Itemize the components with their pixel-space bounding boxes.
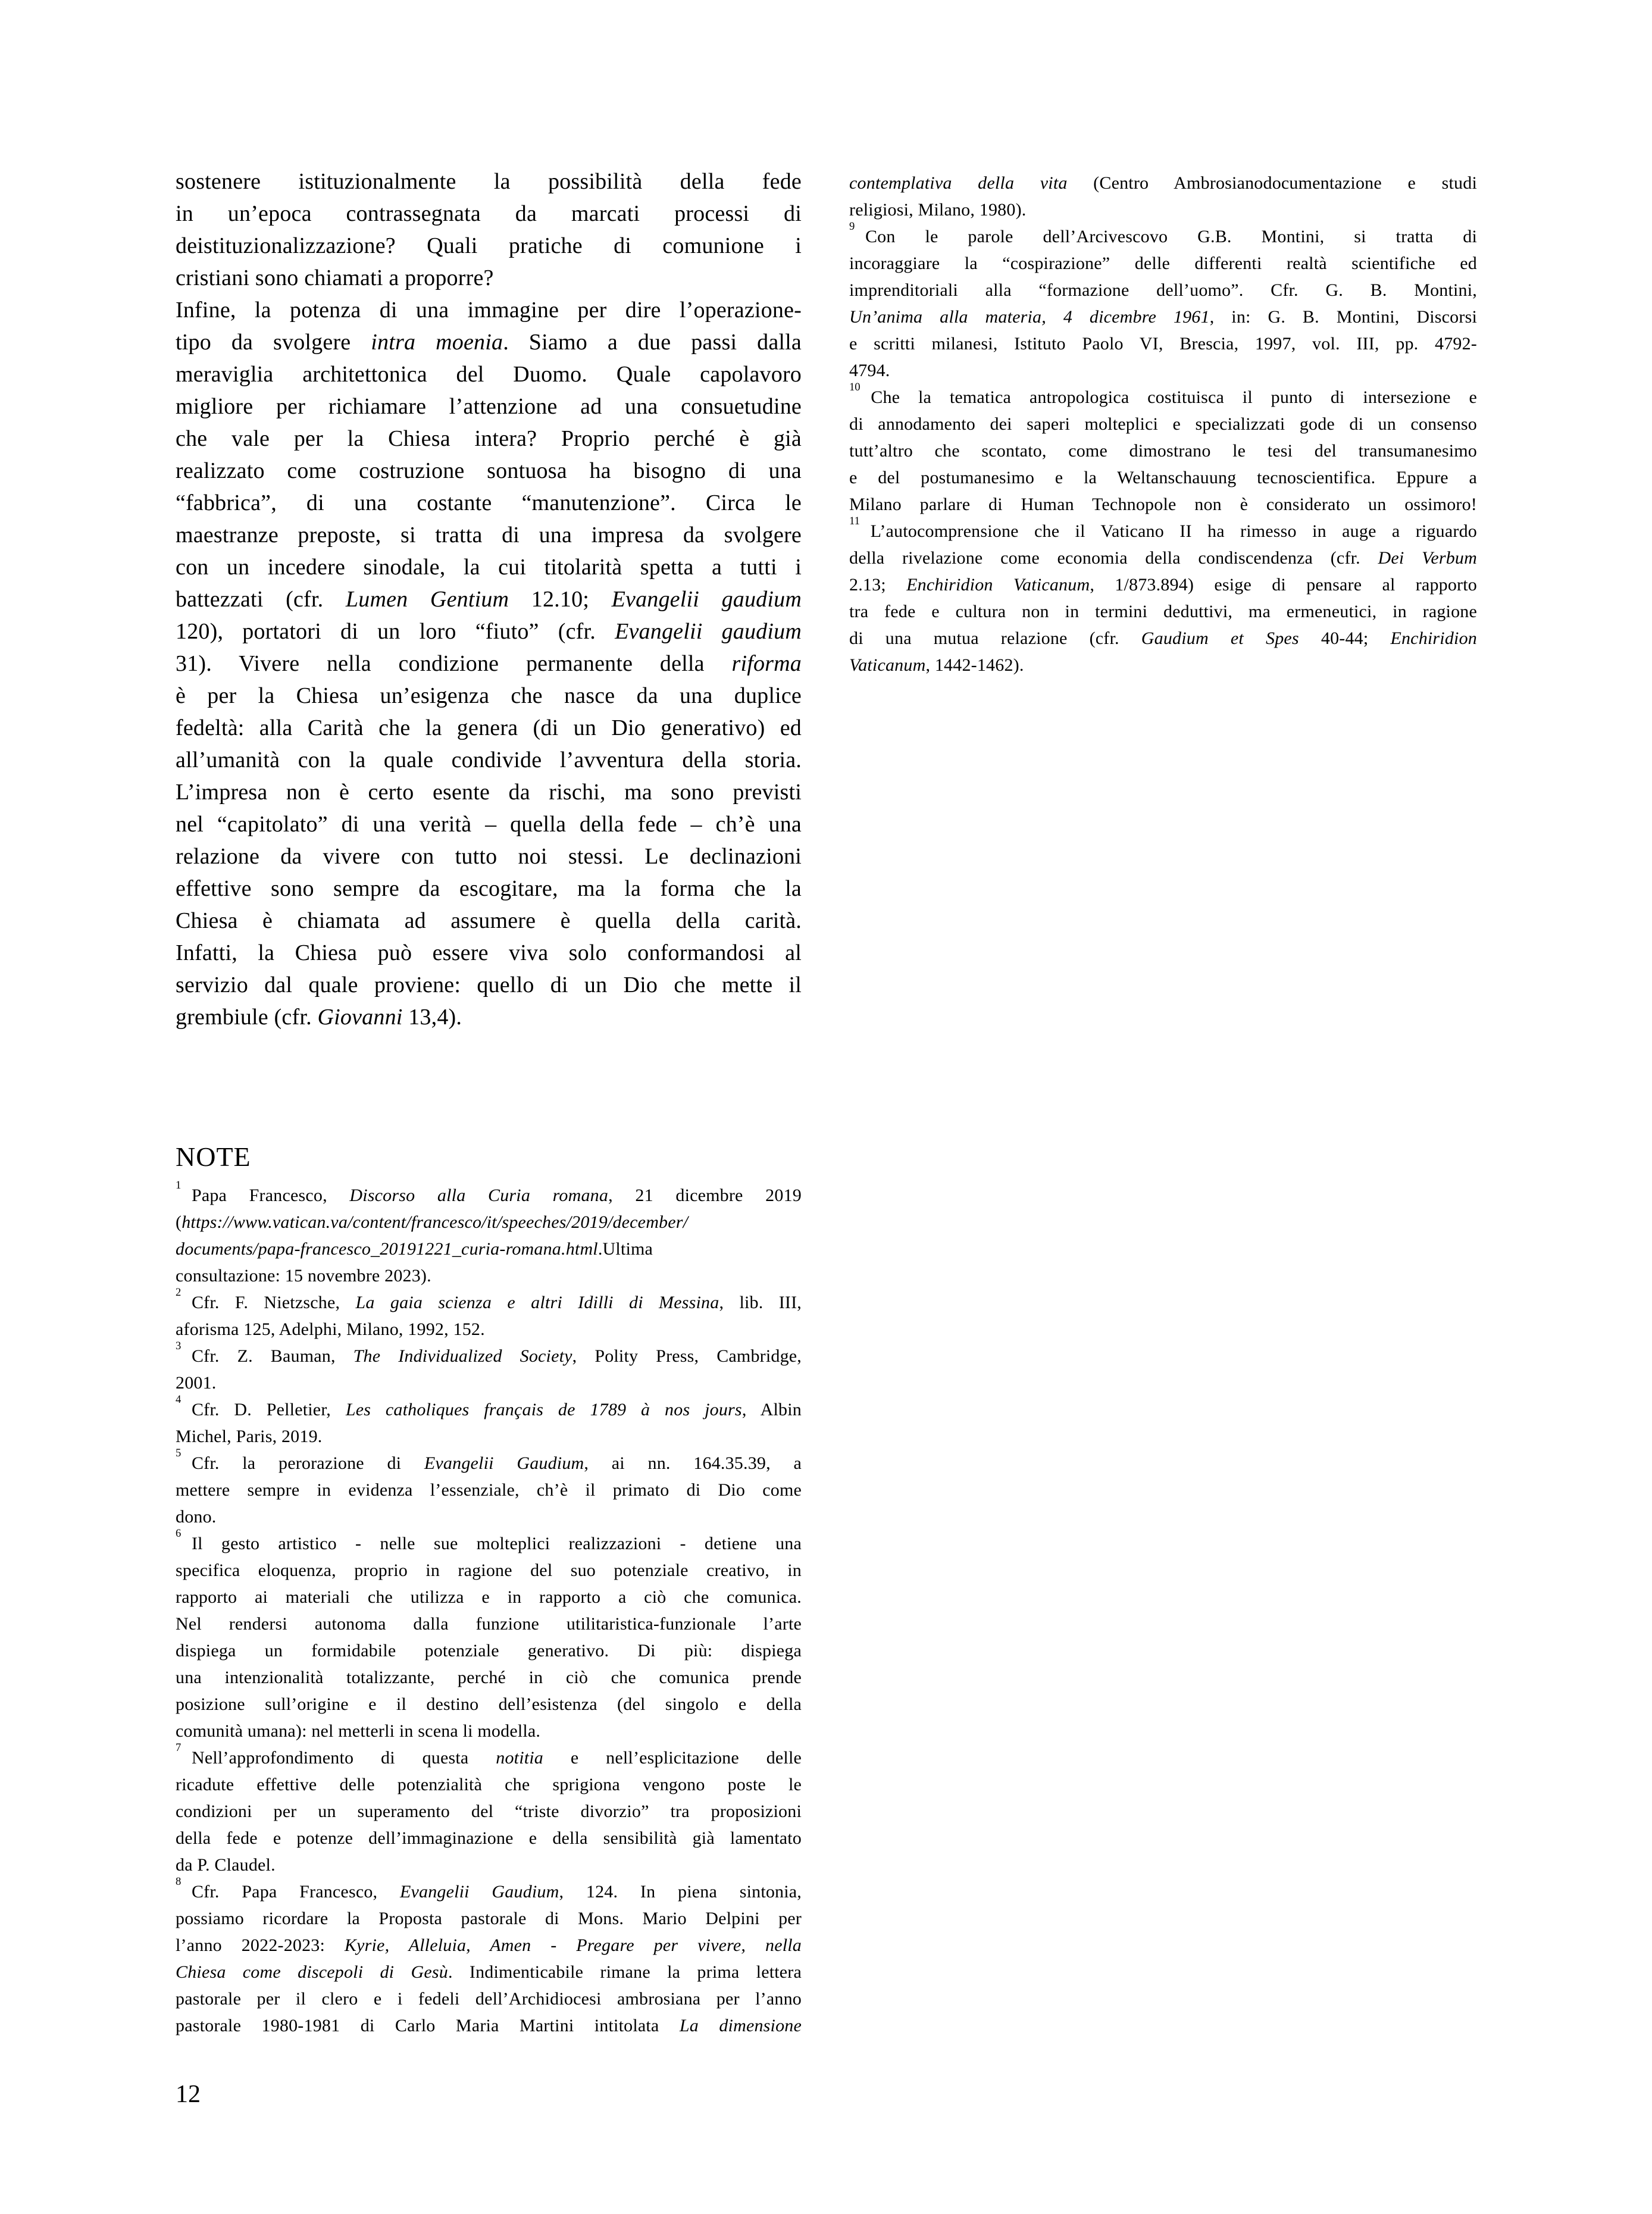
text-line <box>176 1446 802 1477</box>
text-segment: mettere sempre in evidenza l’essenziale, ch’è il primato di Dio come <box>176 1480 802 1500</box>
text-segment: religiosi, Milano, 1980). <box>849 200 1027 220</box>
text-line <box>176 1691 802 1718</box>
text-segment: con un incedere sinodale, la cui titolarità spetta a tutti i <box>176 555 802 580</box>
text-line <box>176 519 802 551</box>
text-segment: cristiani sono chiamati a proporre? <box>176 265 494 290</box>
text-line <box>176 615 802 648</box>
italic-text-segment: Evangelii gaudium <box>611 587 802 612</box>
text-line <box>849 464 1477 491</box>
text-line <box>176 1985 802 2012</box>
italic-text-segment: The Individualized Society <box>353 1346 572 1366</box>
text-segment: 120), portatori di un loro “fiuto” (cfr. <box>176 619 615 644</box>
text-line <box>176 1637 802 1664</box>
text-segment: l’anno 2022-2023: <box>176 1935 345 1955</box>
text-segment: Cfr. D. Pelletier, <box>191 1400 346 1419</box>
text-segment: , Albin <box>741 1400 802 1419</box>
text-line <box>176 648 802 680</box>
page-number: 12 <box>176 2081 201 2108</box>
italic-text-segment: Kyrie, Alleluia, Amen - Pregare per vivere, nella <box>344 1935 802 1955</box>
text-line <box>176 1664 802 1691</box>
text-line <box>849 357 1477 384</box>
text-segment: , 1442-1462). <box>925 655 1024 675</box>
text-line <box>176 1771 802 1798</box>
text-line <box>176 1875 802 1905</box>
text-segment: Cfr. F. Nietzsche, <box>191 1293 356 1312</box>
text-segment: , Polity Press, Cambridge, <box>572 1346 802 1366</box>
text-segment: nel “capitolato” di una verità – quella della fede – ch’è una <box>176 812 802 837</box>
text-segment: tipo da svolgere <box>176 330 371 355</box>
italic-text-segment: Enchiridion <box>1390 628 1477 648</box>
text-line <box>176 1423 802 1450</box>
text-segment: Il gesto artistico - nelle sue molteplici realizzazioni - detiene una <box>191 1534 802 1553</box>
text-segment: 12.10; <box>509 587 612 612</box>
text-segment: Nel rendersi autonoma dalla funzione utilitaristica-funzionale l’arte <box>176 1614 802 1634</box>
italic-text-segment: Chiesa come discepoli di Gesù <box>176 1962 448 1982</box>
text-line <box>176 198 802 230</box>
text-line <box>849 380 1477 411</box>
italic-text-segment: Evangelii gaudium <box>615 619 802 644</box>
footnote-number: 9 <box>849 220 855 233</box>
footnote-number: 10 <box>849 380 861 393</box>
text-line <box>176 1584 802 1611</box>
text-segment: 2001. <box>176 1373 217 1393</box>
italic-text-segment: Les catholiques français de 1789 à nos jours <box>345 1400 742 1419</box>
text-line <box>176 1503 802 1530</box>
text-segment: di annodamento dei saperi molteplici e specializzati gode di un consenso <box>849 414 1477 434</box>
text-segment: è per la Chiesa un’esigenza che nasce da una duplice <box>176 683 802 708</box>
text-line <box>176 1316 802 1343</box>
italic-text-segment: Evangelii Gaudium <box>399 1882 559 1902</box>
text-line <box>176 230 802 262</box>
text-line <box>849 598 1477 625</box>
text-segment: da P. Claudel. <box>176 1855 276 1875</box>
footnote-number: 6 <box>176 1527 182 1540</box>
footnote-number: 11 <box>849 514 860 527</box>
text-line <box>176 1286 802 1316</box>
text-line <box>176 776 802 808</box>
text-line <box>176 1959 802 1985</box>
italic-text-segment: Gaudium et Spes <box>1141 628 1299 648</box>
text-segment: fedeltà: alla Carità che la genera (di un Dio generativo) ed <box>176 715 802 740</box>
footnote-number: 5 <box>176 1446 182 1459</box>
text-line <box>849 196 1477 223</box>
text-line <box>176 551 802 583</box>
footnote-number: 1 <box>176 1178 182 1192</box>
text-line <box>176 1741 802 1771</box>
italic-text-segment: Vaticanum <box>849 655 926 675</box>
text-segment: dono. <box>176 1507 217 1527</box>
text-segment: 4794. <box>849 361 890 380</box>
text-line <box>176 358 802 390</box>
text-line <box>176 1798 802 1825</box>
text-segment: specifica eloquenza, proprio in ragione del suo potenziale creativo, in <box>176 1561 802 1580</box>
footnote-number: 8 <box>176 1875 182 1888</box>
italic-text-segment: Giovanni <box>317 1005 403 1030</box>
text-segment: , lib. III, <box>719 1293 802 1312</box>
italic-text-segment: https://www.vatican.va/content/francesco/it/speeches/2019/december/ <box>182 1212 689 1232</box>
text-line <box>176 262 802 294</box>
text-segment: consultazione: 15 novembre 2023). <box>176 1266 431 1286</box>
text-segment: “fabbrica”, di una costante “manutenzione”. Circa le <box>176 490 802 515</box>
text-line <box>176 165 802 198</box>
text-line <box>176 1718 802 1744</box>
text-segment: e del postumanesimo e la Weltanschauung tecnoscientifica. Eppure a <box>849 468 1477 487</box>
text-line <box>849 330 1477 357</box>
text-line <box>176 1339 802 1369</box>
text-segment: Cfr. Papa Francesco, <box>191 1882 400 1902</box>
text-segment: Milano parlare di Human Technopole non è considerato un ossimoro! <box>849 495 1477 514</box>
text-segment: di una mutua relazione (cfr. <box>849 628 1141 648</box>
text-line <box>176 455 802 487</box>
text-line <box>176 1262 802 1289</box>
text-segment: Che la tematica antropologica costituisca il punto di intersezione e <box>871 387 1477 407</box>
text-segment: possiamo ricordare la Proposta pastorale di Mons. Mario Delpini per <box>176 1909 802 1928</box>
text-segment: , 21 dicembre 2019 <box>608 1186 802 1205</box>
footnote-number: 2 <box>176 1286 182 1299</box>
italic-text-segment: Lumen Gentium <box>345 587 509 612</box>
italic-text-segment: Enchiridion Vaticanum <box>906 575 1090 595</box>
italic-text-segment: notitia <box>496 1748 544 1768</box>
text-segment: Michel, Paris, 2019. <box>176 1427 323 1446</box>
text-segment: incoraggiare la “cospirazione” delle differenti realtà scientifiche ed <box>849 254 1477 273</box>
text-line <box>176 294 802 326</box>
text-line <box>849 170 1477 196</box>
text-segment: in un’epoca contrassegnata da marcati processi di <box>176 201 802 226</box>
text-line <box>176 1825 802 1852</box>
text-segment: Cfr. Z. Bauman, <box>191 1346 353 1366</box>
text-line <box>849 220 1477 250</box>
text-segment: migliore per richiamare l’attenzione ad una consuetudine <box>176 394 802 419</box>
text-line <box>849 491 1477 518</box>
text-segment: , ai nn. 164.35.39, a <box>584 1453 802 1473</box>
text-segment: che vale per la Chiesa intera? Proprio perché è già <box>176 426 802 451</box>
text-segment: una intenzionalità totalizzante, perché in ciò che comunica prende <box>176 1668 802 1687</box>
italic-text-segment: Evangelii Gaudium <box>424 1453 584 1473</box>
text-line <box>176 1477 802 1503</box>
text-line <box>849 652 1477 678</box>
footnotes-column-left <box>176 1178 802 2039</box>
text-segment: 31). Vivere nella condizione permanente della <box>176 651 732 676</box>
text-segment: maestranze preposte, si tratta di una impresa da svolgere <box>176 523 802 548</box>
text-line <box>849 437 1477 464</box>
text-segment: Infine, la potenza di una immagine per dire l’operazione- <box>176 298 802 323</box>
text-segment: . Siamo a due passi dalla <box>503 330 802 355</box>
text-line <box>849 571 1477 598</box>
text-line <box>176 583 802 615</box>
text-segment: della fede e potenze dell’immaginazione e della sensibilità già lamentato <box>176 1828 802 1848</box>
text-line <box>176 1209 802 1236</box>
text-segment: 2.13; <box>849 575 907 595</box>
italic-text-segment: Dei Verbum <box>1378 548 1477 568</box>
text-line <box>176 1905 802 1932</box>
footnote-number: 4 <box>176 1393 182 1406</box>
text-line <box>176 873 802 905</box>
main-text-column <box>176 165 802 1033</box>
text-segment: tutt’altro che scontato, come dimostrano le tesi del transumanesimo <box>849 441 1477 461</box>
text-line <box>176 1852 802 1878</box>
text-segment: deistituzionalizzazione? Quali pratiche di comunione i <box>176 233 802 258</box>
text-line <box>176 1611 802 1637</box>
text-line <box>176 1236 802 1262</box>
text-line <box>176 487 802 519</box>
text-segment: sostenere istituzionalmente la possibilità della fede <box>176 169 802 194</box>
text-line <box>849 514 1477 545</box>
text-segment: pastorale 1980-1981 di Carlo Maria Martini intitolata <box>176 2016 680 2035</box>
italic-text-segment: La dimensione <box>679 2016 802 2035</box>
text-line <box>849 411 1477 437</box>
footnote-number: 7 <box>176 1741 182 1754</box>
text-line <box>176 969 802 1001</box>
text-line <box>849 625 1477 652</box>
text-segment: L’impresa non è certo esente da rischi, ma sono previsti <box>176 780 802 805</box>
text-segment: servizio dal quale proviene: quello di un Dio che mette il <box>176 972 802 997</box>
text-segment: battezzati (cfr. <box>176 587 346 612</box>
text-segment: , 1/873.894) esige di pensare al rapporto <box>1090 575 1477 595</box>
text-segment: all’umanità con la quale condivide l’avventura della storia. <box>176 748 802 773</box>
text-segment: pastorale per il clero e i fedeli dell’Archidiocesi ambrosiana per l’anno <box>176 1989 802 2009</box>
text-segment: effettive sono sempre da escogitare, ma la forma che la <box>176 876 802 901</box>
text-segment: 13,4). <box>402 1005 462 1030</box>
text-line <box>176 808 802 840</box>
text-line <box>176 1527 802 1557</box>
text-line <box>176 680 802 712</box>
text-segment: aforisma 125, Adelphi, Milano, 1992, 152. <box>176 1319 485 1339</box>
text-segment: rapporto ai materiali che utilizza e in rapporto a ciò che comunica. <box>176 1587 802 1607</box>
text-segment: realizzato come costruzione sontuosa ha bisogno di una <box>176 458 802 483</box>
text-segment: condizioni per un superamento del “triste divorzio” tra proposizioni <box>176 1802 802 1821</box>
text-segment: Chiesa è chiamata ad assumere è quella della carità. <box>176 908 802 933</box>
text-segment: , 124. In piena sintonia, <box>559 1882 802 1902</box>
text-segment: Cfr. la perorazione di <box>191 1453 424 1473</box>
text-line <box>176 1369 802 1396</box>
italic-text-segment: La gaia scienza e altri Idilli di Messina <box>355 1293 719 1312</box>
text-line <box>176 1932 802 1959</box>
text-segment: relazione da vivere con tutto noi stessi. Le declinazioni <box>176 844 802 869</box>
text-line <box>176 326 802 358</box>
text-segment: Papa Francesco, <box>191 1186 350 1205</box>
text-segment: ( <box>176 1212 182 1232</box>
text-line <box>176 840 802 873</box>
text-line <box>176 744 802 776</box>
text-segment: 40-44; <box>1299 628 1391 648</box>
text-line <box>176 1178 802 1209</box>
text-segment: L’autocomprensione che il Vaticano II ha rimesso in auge a riguardo <box>870 521 1477 541</box>
text-line <box>176 423 802 455</box>
text-line <box>849 545 1477 571</box>
italic-text-segment: contemplativa della vita <box>849 173 1068 193</box>
text-segment: e nell’esplicitazione delle <box>543 1748 802 1768</box>
text-line <box>849 250 1477 277</box>
text-line <box>176 712 802 744</box>
notes-heading: NOTE <box>176 1142 251 1172</box>
text-segment: .Ultima <box>597 1239 653 1259</box>
footnote-number: 3 <box>176 1339 182 1352</box>
italic-text-segment: Discorso alla Curia romana <box>349 1186 609 1205</box>
text-segment: della rivelazione come economia della condiscendenza (cfr. <box>849 548 1378 568</box>
text-segment: grembiule (cfr. <box>176 1005 318 1030</box>
text-line <box>176 390 802 423</box>
italic-text-segment: intra moenia <box>371 330 503 355</box>
text-segment: , in: G. B. Montini, Discorsi <box>1209 307 1477 327</box>
text-segment: (Centro Ambrosianodocumentazione e studi <box>1067 173 1477 193</box>
text-segment: . Indimenticabile rimane la prima lettera <box>448 1962 802 1982</box>
text-line <box>176 1393 802 1423</box>
text-line <box>849 304 1477 330</box>
text-segment: ricadute effettive delle potenzialità che sprigiona vengono poste le <box>176 1775 802 1794</box>
text-line <box>176 937 802 969</box>
italic-text-segment: riforma <box>731 651 802 676</box>
text-segment: Con le parole dell’Arcivescovo G.B. Montini, si tratta di <box>865 227 1477 246</box>
text-segment: tra fede e cultura non in termini deduttivi, ma ermeneutici, in ragione <box>849 602 1477 621</box>
footnotes-column-right <box>849 170 1477 678</box>
text-segment: e scritti milanesi, Istituto Paolo VI, Brescia, 1997, vol. III, pp. 4792- <box>849 334 1477 354</box>
text-line <box>176 1557 802 1584</box>
text-segment: Infatti, la Chiesa può essere viva solo conformandosi al <box>176 940 802 965</box>
text-line <box>176 905 802 937</box>
text-line <box>176 2012 802 2039</box>
text-line <box>176 1001 802 1033</box>
text-line <box>849 277 1477 304</box>
text-segment: posizione sull’origine e il destino dell’esistenza (del singolo e della <box>176 1694 802 1714</box>
text-segment: meraviglia architettonica del Duomo. Quale capolavoro <box>176 362 802 387</box>
text-segment: imprenditoriali alla “formazione dell’uomo”. Cfr. G. B. Montini, <box>849 280 1477 300</box>
text-segment: Nell’approfondimento di questa <box>191 1748 496 1768</box>
text-segment: comunità umana): nel metterli in scena li modella. <box>176 1721 541 1741</box>
text-segment: dispiega un formidabile potenziale generativo. Di più: dispiega <box>176 1641 802 1661</box>
italic-text-segment: documents/papa-francesco_20191221_curia-romana.html <box>176 1239 598 1259</box>
italic-text-segment: Un’anima alla materia, 4 dicembre 1961 <box>849 307 1210 327</box>
